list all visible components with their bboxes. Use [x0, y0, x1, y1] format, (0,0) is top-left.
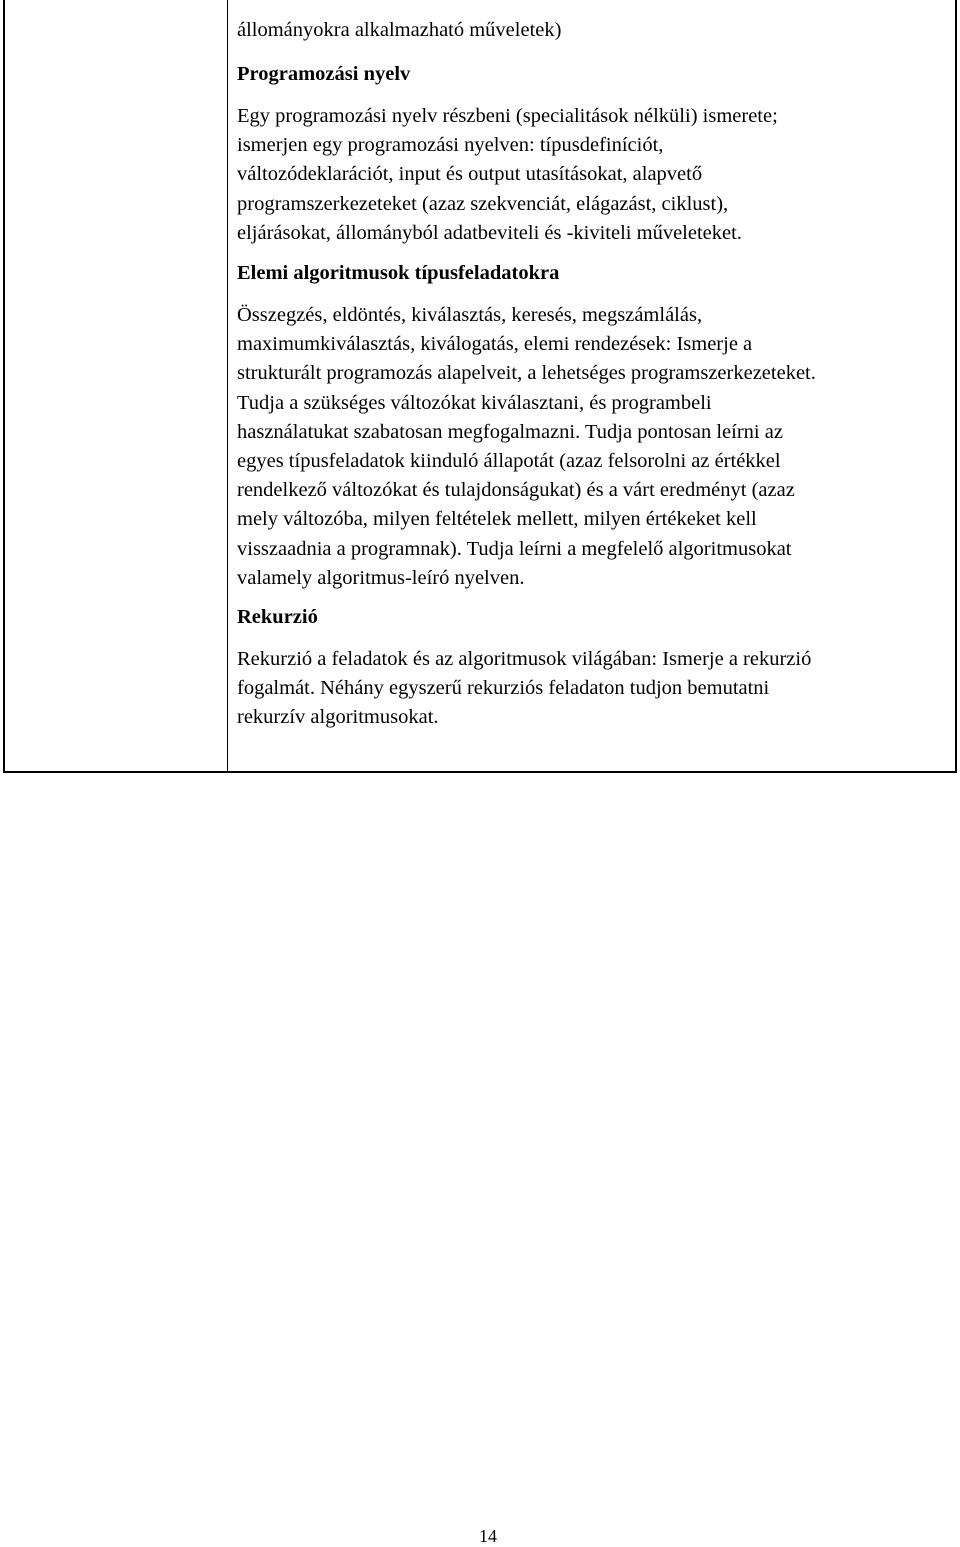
body-line: Összegzés, eldöntés, kiválasztás, keresés, megszámlálás,	[237, 304, 703, 326]
section-heading-programming-language: Programozási nyelv	[237, 63, 411, 85]
body-line: mely változóba, milyen feltételek mellett, milyen értékeket kell	[237, 508, 757, 531]
body-line: strukturált programozás alapelveit, a lehetséges programszerkezeteket.	[237, 362, 816, 385]
section-body-programming-language	[237, 102, 778, 248]
body-line: egyes típusfeladatok kiinduló állapotát (azaz felsorolni az értékkel	[237, 450, 781, 473]
content-table	[3, 0, 957, 773]
body-line: fogalmát. Néhány egyszerű rekurziós feladaton tudjon bemutatni	[237, 677, 770, 700]
body-line: rendelkező változókat és tulajdonságukat) és a várt eredményt (azaz	[237, 479, 795, 502]
intro-line: állományokra alkalmazható műveletek)	[237, 19, 562, 41]
table-left-column	[5, 0, 228, 771]
section-body-elementary-algorithms	[237, 301, 816, 593]
body-line: eljárásokat, állományból adatbeviteli és -kiviteli műveleteket.	[237, 221, 742, 244]
page-number: 14	[479, 1526, 497, 1546]
table-right-column	[237, 0, 952, 771]
body-line: maximumkiválasztás, kiválogatás, elemi rendezések: Ismerje a	[237, 333, 753, 356]
body-line: programszerkezeteket (azaz szekvenciát, elágazást, ciklust),	[237, 192, 729, 215]
body-line: Egy programozási nyelv részbeni (specialitások nélküli) ismerete;	[237, 105, 778, 127]
section-body-recursion	[237, 645, 811, 733]
body-line: változódeklarációt, input és output utasításokat, alapvető	[237, 163, 703, 186]
body-line: használatukat szabatosan megfogalmazni. Tudja pontosan leírni az	[237, 420, 783, 443]
section-heading-elementary-algorithms: Elemi algoritmusok típusfeladatokra	[237, 262, 560, 284]
section-heading-recursion: Rekurzió	[237, 606, 318, 628]
body-line: Tudja a szükséges változókat kiválasztani, és programbeli	[237, 391, 712, 414]
body-line: valamely algoritmus-leíró nyelven.	[237, 566, 525, 589]
body-line: rekurzív algoritmusokat.	[237, 706, 439, 729]
body-line: Rekurzió a feladatok és az algoritmusok világában: Ismerje a rekurzió	[237, 648, 812, 670]
body-line: ismerjen egy programozási nyelven: típusdefiníciót,	[237, 134, 664, 157]
body-line: visszaadnia a programnak). Tudja leírni a megfelelő algoritmusokat	[237, 537, 792, 560]
